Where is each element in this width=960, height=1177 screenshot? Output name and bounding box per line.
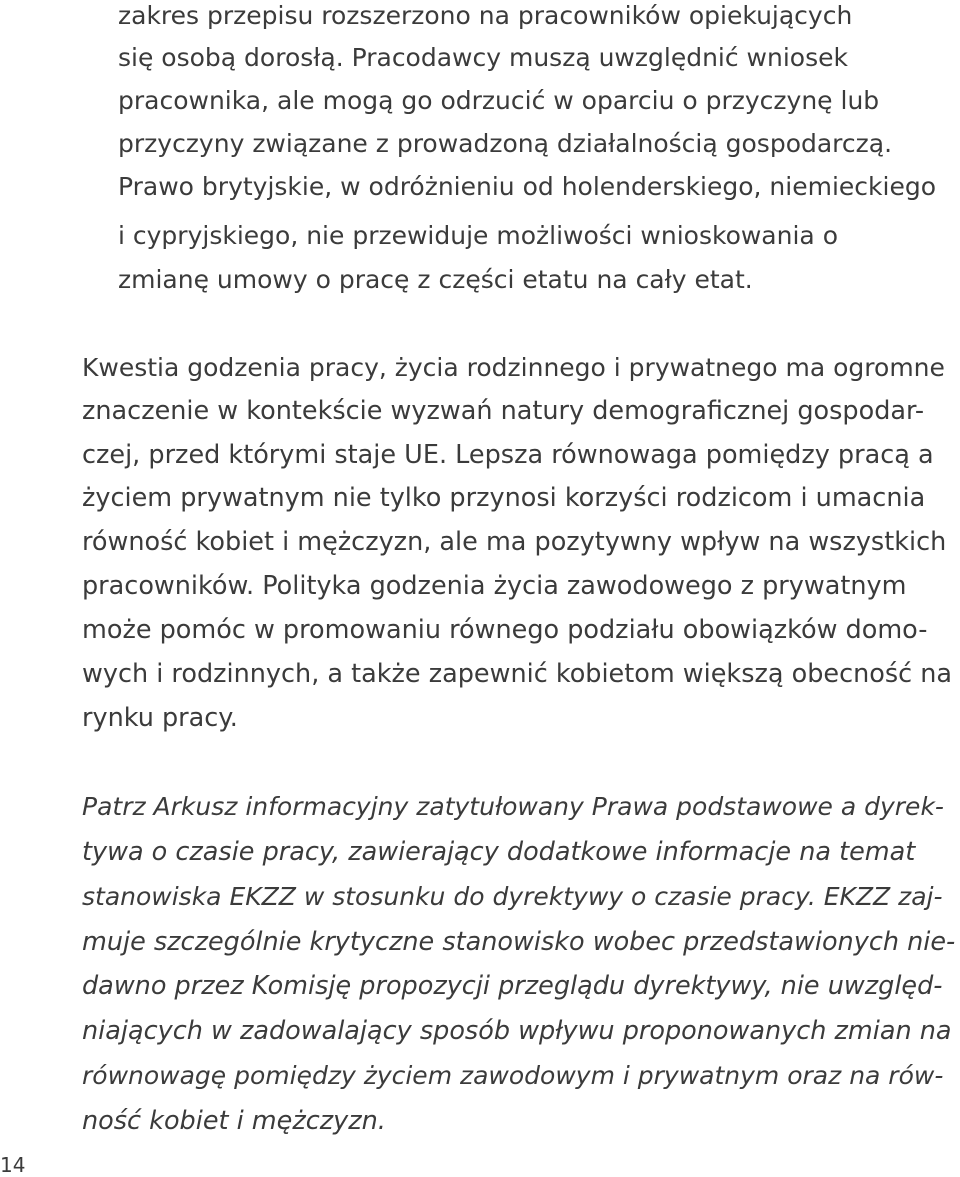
paragraph-line: i cypryjskiego, nie przewiduje możliwości wnioskowania o xyxy=(118,221,838,250)
paragraph-line: zmianę umowy o pracę z części etatu na cały etat. xyxy=(118,265,753,294)
paragraph-line: życiem prywatnym nie tylko przynosi korzyści rodzicom i umacnia xyxy=(82,483,926,513)
paragraph-line: zakres przepisu rozszerzono na pracowników opiekujących xyxy=(118,1,853,30)
paragraph-line: wych i rodzinnych, a także zapewnić kobietom większą obecność na xyxy=(82,659,953,689)
note-line: dawno przez Komisję propozycji przeglądu dyrektywy, nie uwzględ- xyxy=(82,971,943,1001)
note-line: stanowiska EKZZ w stosunku do dyrektywy o czasie pracy. EKZZ zaj- xyxy=(82,882,943,911)
page-number: 14 xyxy=(0,1153,26,1177)
note-line: niających w zadowalający sposób wpływu proponowanych zmian na xyxy=(82,1016,952,1046)
paragraph-line: równość kobiet i mężczyzn, ale ma pozytywny wpływ na wszystkich xyxy=(82,527,947,557)
paragraph-line: pracownika, ale mogą go odrzucić w oparciu o przyczynę lub xyxy=(118,86,880,115)
paragraph-line: Kwestia godzenia pracy, życia rodzinnego i prywatnego ma ogromne xyxy=(82,353,945,382)
paragraph-line: rynku pracy. xyxy=(82,703,238,733)
paragraph-line: się osobą dorosłą. Pracodawcy muszą uwzględnić wniosek xyxy=(118,43,848,72)
note-line: ność kobiet i mężczyzn. xyxy=(82,1106,386,1136)
paragraph-line: pracowników. Polityka godzenia życia zawodowego z prywatnym xyxy=(82,571,907,601)
note-line: równowagę pomiędzy życiem zawodowym i prywatnym oraz na rów- xyxy=(82,1061,944,1090)
note-line: tywa o czasie pracy, zawierający dodatkowe informacje na temat xyxy=(82,837,916,867)
note-line: muje szczególnie krytyczne stanowisko wobec przedstawionych nie- xyxy=(82,927,956,957)
paragraph-line: Prawo brytyjskie, w odróżnieniu od holenderskiego, niemieckiego xyxy=(118,172,936,201)
paragraph-line: może pomóc w promowaniu równego podziału obowiązków domo- xyxy=(82,615,928,645)
paragraph-line: znaczenie w kontekście wyzwań natury demograficznej gospodar- xyxy=(82,396,925,426)
note-line: Patrz Arkusz informacyjny zatytułowany Prawa podstawowe a dyrek- xyxy=(82,792,944,821)
paragraph-line: przyczyny związane z prowadzoną działalnością gospodarczą. xyxy=(118,129,893,158)
paragraph-line: czej, przed którymi staje UE. Lepsza równowaga pomiędzy pracą a xyxy=(82,440,934,470)
